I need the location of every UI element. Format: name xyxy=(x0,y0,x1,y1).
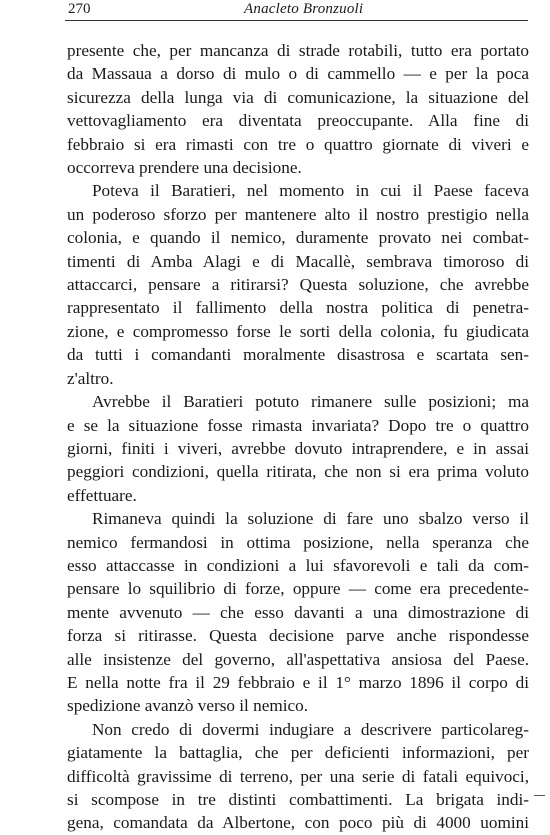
text-line: mente avvenuto — che esso davanti a una dimostrazione di xyxy=(67,602,529,622)
page-number: 270 xyxy=(68,1,91,17)
text-line: presente che, per mancanza di strade rotabili, tutto era portato xyxy=(67,41,529,60)
text-line: gena, comandata da Albertone, con poco più di 4000 uomini xyxy=(67,813,529,833)
text-line: Poteva il Baratieri, nel momento in cui il Paese faceva xyxy=(92,181,529,201)
text-line: da tutti i comandanti moralmente disastrosa e scartata sen- xyxy=(67,345,529,365)
text-line: zione, e compromesso forse le sorti della colonia, fu giudicata xyxy=(67,321,529,341)
text-line: forza si ritirasse. Questa decisione parve anche rispondesse xyxy=(67,626,529,646)
text-line: occorreva prendere una decisione. xyxy=(67,158,302,178)
paragraph xyxy=(67,39,529,179)
page-edge-mark xyxy=(534,795,545,796)
text-line: Non credo di dovermi indugiare a descrivere particolareg- xyxy=(92,719,529,739)
text-line: z'altro. xyxy=(67,368,114,388)
text-line: e se la situazione fosse rimasta invariata? Dopo tre o quattro xyxy=(67,415,529,435)
header-rule xyxy=(65,20,528,21)
text-line: si scompose in tre distinti combattimenti. La brigata indi- xyxy=(67,790,529,809)
text-line: peggiori condizioni, quella ritirata, che non si era prima voluto xyxy=(67,462,529,482)
body-text xyxy=(67,39,529,835)
text-line: E nella notte fra il 29 febbraio e il 1° marzo 1896 il corpo di xyxy=(67,672,529,692)
running-head: Anacleto Bronzuoli xyxy=(244,1,364,17)
paragraph xyxy=(67,507,529,718)
text-line: attaccarci, pensare a ritirarsi? Questa soluzione, che avrebbe xyxy=(67,275,529,295)
text-line: colonia, e quando il nemico, duramente provato nei combat- xyxy=(67,228,529,248)
text-line: Avrebbe il Baratieri potuto rimanere sulle posizioni; ma xyxy=(92,392,529,412)
paragraph xyxy=(67,718,529,835)
text-line: sicurezza della lunga via di comunicazione, la situazione del xyxy=(67,87,529,107)
text-line: Rimaneva quindi la soluzione di fare uno sbalzo verso il xyxy=(92,509,529,529)
text-line: febbraio si era rimasti con tre o quattro giornate di viveri e xyxy=(67,134,529,154)
text-line: un poderoso sforzo per mantenere alto il nostro prestigio nella xyxy=(67,204,529,224)
text-line: effettuare. xyxy=(67,485,137,505)
text-line: vettovagliamento era diventata preoccupante. Alla fine di xyxy=(67,111,529,131)
text-line: timenti di Amba Alagi e di Macallè, sembrava timoroso di xyxy=(67,251,529,271)
paragraph xyxy=(67,179,529,390)
text-line: nemico fermandosi in ottima posizione, nella speranza che xyxy=(67,532,529,552)
text-line: spedizione avanzò verso il nemico. xyxy=(67,696,309,716)
page-header xyxy=(68,0,528,20)
text-line: giorni, finiti i viveri, avrebbe dovuto intraprendere, e in assai xyxy=(67,438,529,458)
paragraph xyxy=(67,390,529,507)
text-line: pensare lo squilibrio di forze, oppure — come era precedente- xyxy=(67,579,529,599)
text-line: da Massaua a dorso di mulo o di cammello — e per la poca xyxy=(67,64,529,84)
text-line: rappresentato il fallimento della nostra politica di penetra- xyxy=(67,298,529,318)
text-line: difficoltà gravissime di terreno, per una serie di fatali equivoci, xyxy=(67,766,529,786)
text-line: giatamente la battaglia, che per deficienti informazioni, per xyxy=(67,743,529,763)
text-line: alle insistenze del governo, all'aspettativa ansiosa del Paese. xyxy=(67,649,529,669)
text-line: esso attaccasse in condizioni a lui sfavorevoli e tali da com- xyxy=(67,555,529,575)
